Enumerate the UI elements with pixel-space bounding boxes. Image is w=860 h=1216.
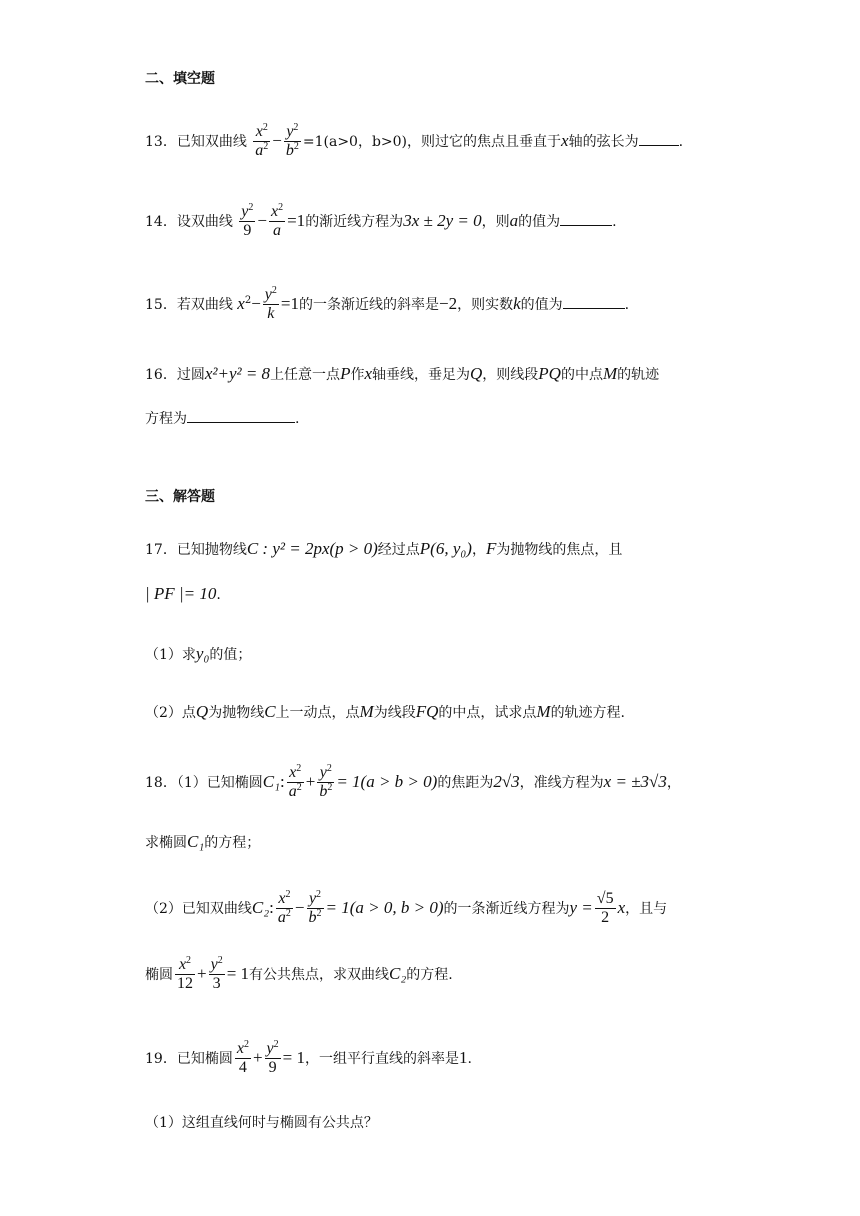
- fraction-y2-k: $\frac{y^2}{k}$: [264, 285, 277, 323]
- question-17-part2: （2）点Q为抛物线C上一动点，点M为线段FQ的中点，试求点M的轨迹方程.: [145, 702, 626, 721]
- question-15: 15．若双曲线 $x^2-$ $\frac{y^2}{k}$ =1的一条渐近线的斜率是−2，则实数k的值为 .: [145, 285, 630, 323]
- question-17-part1: （1）求y₀的值；: [145, 644, 252, 663]
- fraction-x2-12: $\frac{x^2}{12}$: [177, 955, 193, 993]
- question-number: 13．: [145, 133, 177, 150]
- fraction-x2-a2: $\frac{x^2}{a^2}$: [288, 763, 302, 801]
- fraction-y2-b2: $\frac{y^2}{b^2}$: [285, 122, 299, 160]
- answer-heading: 三、解答题: [145, 489, 215, 505]
- question-number: 18．: [145, 774, 177, 791]
- question-number: 17．: [145, 542, 177, 558]
- question-number: 19．: [145, 1050, 177, 1067]
- fraction-y2-b2: $\frac{y^2}{b^2}$: [319, 763, 333, 801]
- question-17: 17．已知抛物线C : y² = 2px(p > 0)经过点P(6, y₀)，F为抛物线的焦点，且: [145, 539, 623, 558]
- question-16-line2: 方程为 .: [145, 411, 300, 427]
- fraction-x2-4: $\frac{x^2}{4}$: [236, 1039, 249, 1077]
- question-number: 14．: [145, 213, 177, 230]
- question-18: 18．（1）已知椭圆C₁: $\frac{x^2}{a^2}$ + $\frac{y^2}{b^2}$ = 1(a > b > 0)的焦距为2√3，准线方程为x = ±3√3，: [145, 763, 681, 801]
- fraction-x2-a2: $\frac{x^2}{a^2}$: [255, 122, 269, 160]
- fraction-sqrt5-2: $\frac{√5}{2}$: [596, 890, 614, 927]
- question-17-line2: | PF |= 10.: [145, 584, 221, 603]
- answer-blank[interactable]: [560, 213, 612, 226]
- question-19-part1: （1）这组直线何时与椭圆有公共点？: [145, 1115, 378, 1131]
- fraction-y2-3: $\frac{y^2}{3}$: [210, 955, 223, 993]
- fraction-x2-a2: $\frac{x^2}{a^2}$: [277, 889, 291, 927]
- question-18-part2: （2）已知双曲线C₂: $\frac{x^2}{a^2}$ − $\frac{y^2}{b^2}$ = 1(a > 0, b > 0)的一条渐近线方程为y = $\frac{√5}{2}$ x，且与: [145, 889, 668, 927]
- fill-blank-heading: 二、填空题: [145, 71, 215, 87]
- question-19: 19．已知椭圆 $\frac{x^2}{4}$ + $\frac{y^2}{9}$ = 1，一组平行直线的斜率是1.: [145, 1039, 472, 1077]
- fraction-x2-a: $\frac{x^2}{a}$: [270, 202, 284, 240]
- answer-blank[interactable]: [187, 410, 295, 423]
- question-18-line2: 求椭圆C₁的方程；: [145, 832, 261, 851]
- question-number: 15．: [145, 296, 177, 313]
- question-14: 14．设双曲线 $\frac{y^2}{9}$ − $\frac{x^2}{a}$ =1的渐近线方程为3x ± 2y = 0，则a的值为 .: [145, 202, 617, 240]
- fraction-y2-b2: $\frac{y^2}{b^2}$: [308, 889, 322, 927]
- question-18-part2-line2: 椭圆 $\frac{x^2}{12}$ + $\frac{y^2}{3}$ = 1有公共焦点，求双曲线C₂的方程.: [145, 955, 453, 993]
- answer-blank[interactable]: [563, 296, 625, 309]
- answer-blank[interactable]: [639, 133, 679, 146]
- question-13: 13．已知双曲线 $\frac{x^2}{a^2}$ − $\frac{y^2}{b^2}$ =1(a>0，b>0)，则过它的焦点且垂直于x轴的弦长为 .: [145, 122, 684, 160]
- question-number: 16．: [145, 367, 177, 383]
- fraction-y2-9: $\frac{y^2}{9}$: [266, 1039, 279, 1077]
- question-16: 16．过圆x²+y² = 8上任意一点P作x轴垂线，垂足为Q，则线段PQ的中点M的轨迹: [145, 364, 660, 383]
- fraction-y2-9: $\frac{y^2}{9}$: [241, 202, 254, 240]
